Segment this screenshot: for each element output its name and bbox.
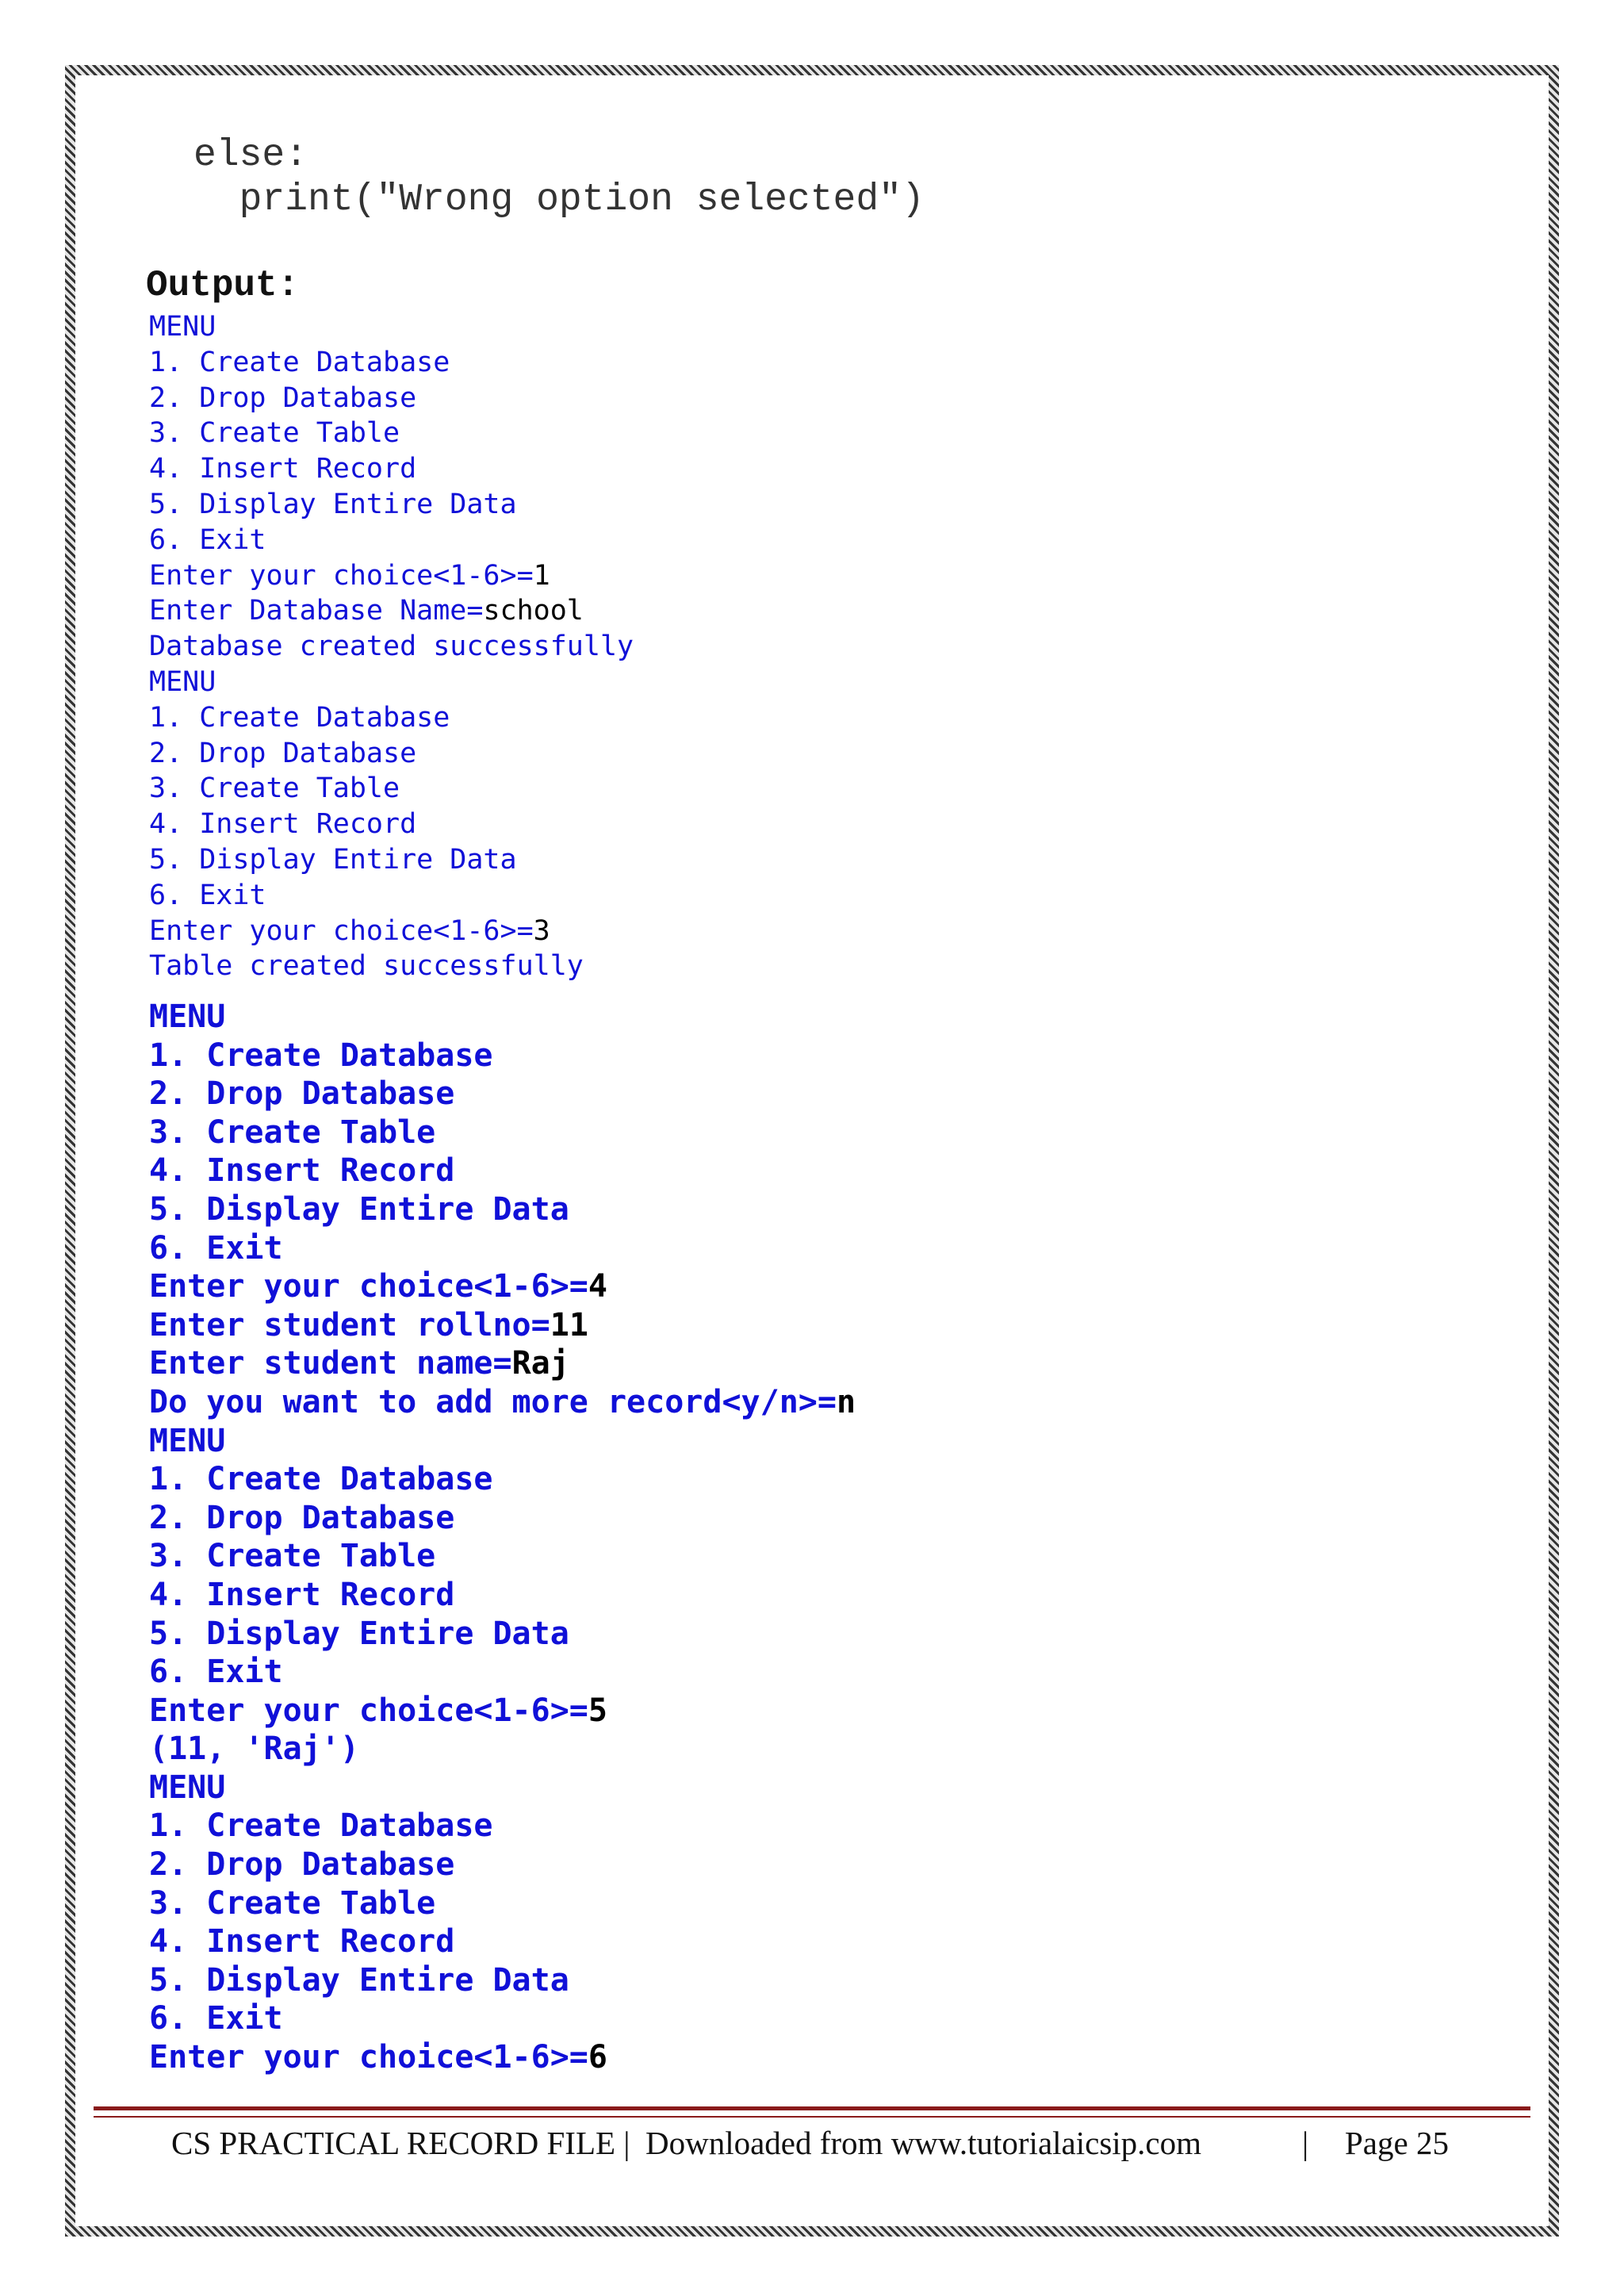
console-line	[149, 1267, 856, 1306]
console-text: Enter student rollno=	[149, 1306, 550, 1343]
console-input-value: 3	[533, 914, 550, 947]
console-input-value: Raj	[511, 1345, 569, 1382]
console-line	[149, 1922, 856, 1961]
console-text: 4. Insert Record	[149, 1152, 455, 1190]
console-text: MENU	[149, 311, 216, 343]
console-text: 5. Display Entire Data	[149, 488, 517, 520]
console-text: Do you want to add more record<y/n>=	[149, 1383, 837, 1420]
console-line	[149, 1037, 856, 1075]
console-line	[149, 451, 634, 487]
console-text: 5. Display Entire Data	[149, 1190, 569, 1228]
console-output-part2	[149, 998, 856, 2077]
console-text: 2. Drop Database	[149, 1846, 455, 1884]
console-line	[149, 736, 634, 772]
console-input-value: school	[483, 595, 584, 627]
console-text: 2. Drop Database	[149, 1499, 455, 1536]
console-text: 1. Create Database	[149, 1037, 493, 1074]
console-text: (11, 'Raj')	[149, 1731, 359, 1768]
console-line	[149, 1961, 856, 2000]
console-text: Enter Database Name=	[149, 595, 484, 627]
console-line	[149, 1152, 856, 1190]
console-line	[149, 878, 634, 914]
console-input-value: 4	[588, 1268, 607, 1305]
console-text: Database created successfully	[149, 631, 634, 663]
console-line	[149, 1692, 856, 1731]
console-text: 4. Insert Record	[149, 1923, 455, 1961]
console-text: 5. Display Entire Data	[149, 843, 517, 876]
console-text: 3. Create Table	[149, 1114, 436, 1151]
console-line	[149, 1537, 856, 1576]
footer-title: CS PRACTICAL RECORD FILE |	[171, 2125, 630, 2161]
console-line	[149, 949, 634, 984]
console-text: 6. Exit	[149, 2000, 283, 2037]
console-line	[149, 1114, 856, 1152]
console-text: 1. Create Database	[149, 1807, 493, 1845]
console-text: 2. Drop Database	[149, 737, 417, 769]
console-line	[149, 1229, 856, 1268]
console-text: 2. Drop Database	[149, 1075, 455, 1113]
console-text: 6. Exit	[149, 523, 266, 556]
console-text: Enter your choice<1-6>=	[149, 559, 534, 592]
footer-rule	[94, 2106, 1530, 2118]
console-text: Enter your choice<1-6>=	[149, 1692, 588, 1729]
console-line	[149, 1075, 856, 1114]
console-line	[149, 1846, 856, 1884]
console-input-value: 5	[588, 1692, 607, 1729]
console-text: 6. Exit	[149, 1654, 283, 1691]
console-line	[149, 1190, 856, 1229]
console-line	[149, 1653, 856, 1692]
console-line	[149, 523, 634, 558]
console-text: 3. Create Table	[149, 417, 400, 450]
console-line	[149, 700, 634, 736]
console-text: MENU	[149, 999, 226, 1035]
console-line	[149, 1499, 856, 1538]
output-heading: Output:	[146, 265, 300, 306]
console-line	[149, 487, 634, 523]
console-line	[149, 345, 634, 381]
console-text: Table created successfully	[149, 950, 584, 983]
code-snippet	[193, 133, 925, 222]
footer-separator: |	[1302, 2125, 1309, 2161]
console-line	[149, 558, 634, 594]
console-line	[149, 416, 634, 451]
console-text: MENU	[149, 1769, 226, 1806]
console-text: 5. Display Entire Data	[149, 1615, 569, 1652]
console-line	[149, 2038, 856, 2077]
console-text: Enter your choice<1-6>=	[149, 1268, 588, 1305]
page-number: Page 25	[1345, 2125, 1449, 2161]
console-line	[149, 1615, 856, 1654]
console-text: 2. Drop Database	[149, 381, 417, 414]
console-text: MENU	[149, 665, 216, 698]
console-input-value: 11	[550, 1306, 588, 1343]
console-line	[149, 1306, 856, 1345]
console-line	[149, 842, 634, 878]
console-text: 1. Create Database	[149, 1461, 493, 1498]
console-line	[149, 1576, 856, 1615]
console-line	[149, 1884, 856, 1923]
console-line	[149, 381, 634, 416]
console-line	[149, 1422, 856, 1461]
console-text: 3. Create Table	[149, 1884, 436, 1922]
console-line	[149, 914, 634, 949]
console-text: 6. Exit	[149, 879, 266, 911]
console-line	[149, 807, 634, 842]
console-text: 3. Create Table	[149, 1538, 436, 1575]
console-text: 6. Exit	[149, 1229, 283, 1267]
console-line	[149, 593, 634, 629]
console-text: 4. Insert Record	[149, 808, 417, 841]
console-line	[149, 665, 634, 700]
console-line	[149, 1730, 856, 1769]
console-text: Enter student name=	[149, 1345, 512, 1382]
console-input-value: 6	[588, 2039, 607, 2076]
console-text: Enter your choice<1-6>=	[149, 2039, 588, 2076]
console-text: 3. Create Table	[149, 772, 400, 805]
console-line	[149, 1383, 856, 1422]
console-text: 1. Create Database	[149, 346, 450, 378]
console-input-value: 1	[533, 559, 550, 592]
console-line	[149, 998, 856, 1037]
console-line	[149, 1344, 856, 1383]
console-text: 5. Display Entire Data	[149, 1961, 569, 1999]
code-line: print("Wrong option selected")	[193, 178, 925, 221]
console-line	[149, 771, 634, 807]
console-line	[149, 1999, 856, 2038]
console-line	[149, 1769, 856, 1807]
console-text: 1. Create Database	[149, 701, 450, 734]
console-output-part1	[149, 309, 634, 984]
console-text: 4. Insert Record	[149, 453, 417, 485]
console-text: 4. Insert Record	[149, 1576, 455, 1613]
console-line	[149, 309, 634, 345]
console-text: MENU	[149, 1422, 226, 1459]
console-line	[149, 629, 634, 665]
console-text: Enter your choice<1-6>=	[149, 914, 534, 947]
console-input-value: n	[836, 1383, 856, 1420]
footer-source: Downloaded from www.tutorialaicsip.com	[645, 2125, 1202, 2161]
console-line	[149, 1460, 856, 1499]
console-line	[149, 1807, 856, 1846]
code-line: else:	[193, 134, 308, 177]
